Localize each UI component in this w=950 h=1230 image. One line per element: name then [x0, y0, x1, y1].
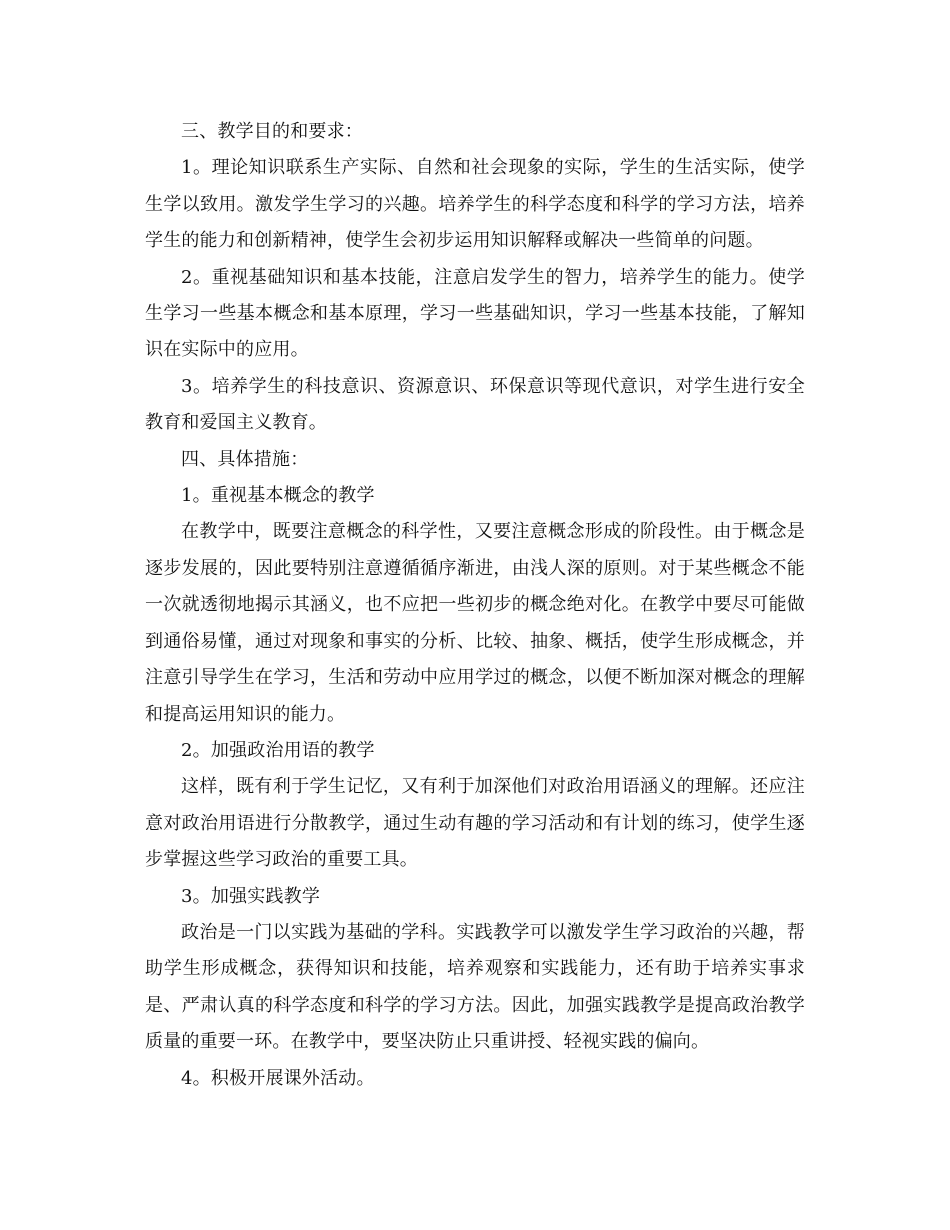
document-body [145, 114, 805, 1097]
paragraph-objective-3: 3。培养学生的科技意识、资源意识、环保意识等现代意识，对学生进行安全教育和爱国主义教育。 [145, 375, 805, 434]
section-heading-objectives: 三、教学目的和要求： [181, 121, 363, 142]
section-heading-measures: 四、具体措施： [181, 448, 309, 470]
paragraph-objective-2: 2。重视基础知识和基本技能，注意启发学生的智力，培养学生的能力。使学生学习一些基本概念和基本原理，学习一些基础知识，学习一些基本技能，了解知识在实际中的应用。 [145, 266, 805, 361]
paragraph-objective-1: 1。理论知识联系生产实际、自然和社会现象的实际，学生的生活实际，使学生学以致用。激发学生学习的兴趣。培养学生的科学态度和科学的学习方法，培养学生的能力和创新精神，使学生会初步运用知识解释或解决一些简单的问题。 [145, 157, 805, 252]
subheading-measure-4: 4。积极开展课外活动。 [181, 1067, 375, 1089]
paragraph-measure-3: 政治是一门以实践为基础的学科。实践教学可以激发学生学习政治的兴趣，帮助学生形成概念，获得知识和技能，培养观察和实践能力，还有助于培养实事求是、严肃认真的科学态度和科学的学习方法。因此，加强实践教学是提高政治教学质量的重要一环。在教学中，要坚决防止只重讲授、轻视实践的偏向。 [145, 921, 805, 1053]
subheading-measure-2: 2。加强政治用语的教学 [181, 739, 375, 761]
subheading-measure-1: 1。重视基本概念的教学 [181, 485, 375, 507]
subheading-measure-3: 3。加强实践教学 [181, 885, 321, 907]
paragraph-measure-2: 这样，既有利于学生记忆，又有利于加深他们对政治用语涵义的理解。还应注意对政治用语进行分散教学，通过生动有趣的学习活动和有计划的练习，使学生逐步掌握这些学习政治的重要工具。 [145, 776, 805, 871]
paragraph-measure-1: 在教学中，既要注意概念的科学性，又要注意概念形成的阶段性。由于概念是逐步发展的，因此要特别注意遵循循序渐进，由浅人深的原则。对于某些概念不能一次就透彻地揭示其涵义，也不应把一些初步的概念绝对化。在教学中要尽可能做到通俗易懂，通过对现象和事实的分析、比较、抽象、概括，使学生形成概念，并注意引导学生在学习，生活和劳动中应用学过的概念，以便不断加深对概念的理解和提高运用知识的能力。 [145, 521, 805, 725]
